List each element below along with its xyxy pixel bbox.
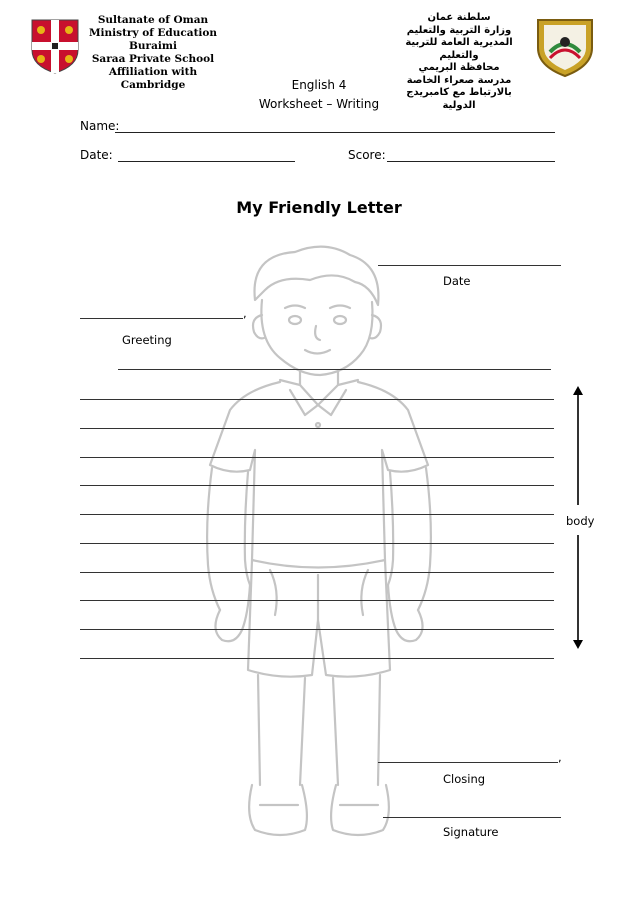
letter-date-label: Date (443, 274, 471, 288)
name-field[interactable] (115, 132, 555, 133)
letter-title: My Friendly Letter (236, 198, 402, 217)
letter-date-field[interactable] (378, 265, 561, 266)
cambridge-crest-icon (30, 18, 80, 74)
header-line: Ministry of Education (88, 27, 218, 39)
body-line[interactable] (118, 369, 551, 370)
subject-title: English 4 (291, 78, 347, 92)
greeting-field[interactable] (80, 318, 243, 319)
greeting-comma: , (243, 306, 247, 320)
signature-label: Signature (443, 825, 499, 839)
body-line[interactable] (80, 428, 554, 429)
body-line[interactable] (80, 543, 554, 544)
header-line: سلطنة عمان (427, 12, 491, 23)
header-line: مدرسة صعراء الخاصة (406, 74, 512, 86)
header-line: وزارة التربية والتعليم (406, 24, 512, 36)
header-line: Saraa Private School (91, 53, 215, 65)
header-line: المديرية العامة للتربية والتعليم (405, 37, 513, 61)
boy-figure-illustration (150, 230, 490, 875)
body-line[interactable] (80, 457, 554, 458)
greeting-label: Greeting (122, 333, 172, 347)
signature-field[interactable] (383, 817, 561, 818)
body-line[interactable] (80, 629, 554, 630)
score-label: Score: (348, 148, 386, 162)
header-line: Affiliation with Cambridge (108, 66, 198, 91)
header-line: Sultanate of Oman (97, 14, 209, 26)
closing-comma: , (558, 750, 562, 764)
body-line[interactable] (80, 399, 554, 400)
header-line: Buraimi (129, 40, 177, 52)
body-label: body (566, 514, 595, 528)
body-line[interactable] (80, 658, 554, 659)
school-badge-icon (532, 14, 598, 78)
closing-field[interactable] (378, 762, 558, 763)
date-field[interactable] (118, 161, 295, 162)
header-line: محافظة البريمي (418, 62, 500, 73)
worksheet-type-title: Worksheet – Writing (258, 97, 380, 111)
body-line[interactable] (80, 600, 554, 601)
date-label: Date: (80, 148, 113, 162)
body-line[interactable] (80, 572, 554, 573)
name-label: Name: (80, 119, 120, 133)
body-line[interactable] (80, 514, 554, 515)
score-field[interactable] (387, 161, 555, 162)
body-line[interactable] (80, 485, 554, 486)
closing-label: Closing (443, 772, 486, 786)
header-line: بالارتباط مع كامبريدج الدولية (406, 87, 512, 111)
